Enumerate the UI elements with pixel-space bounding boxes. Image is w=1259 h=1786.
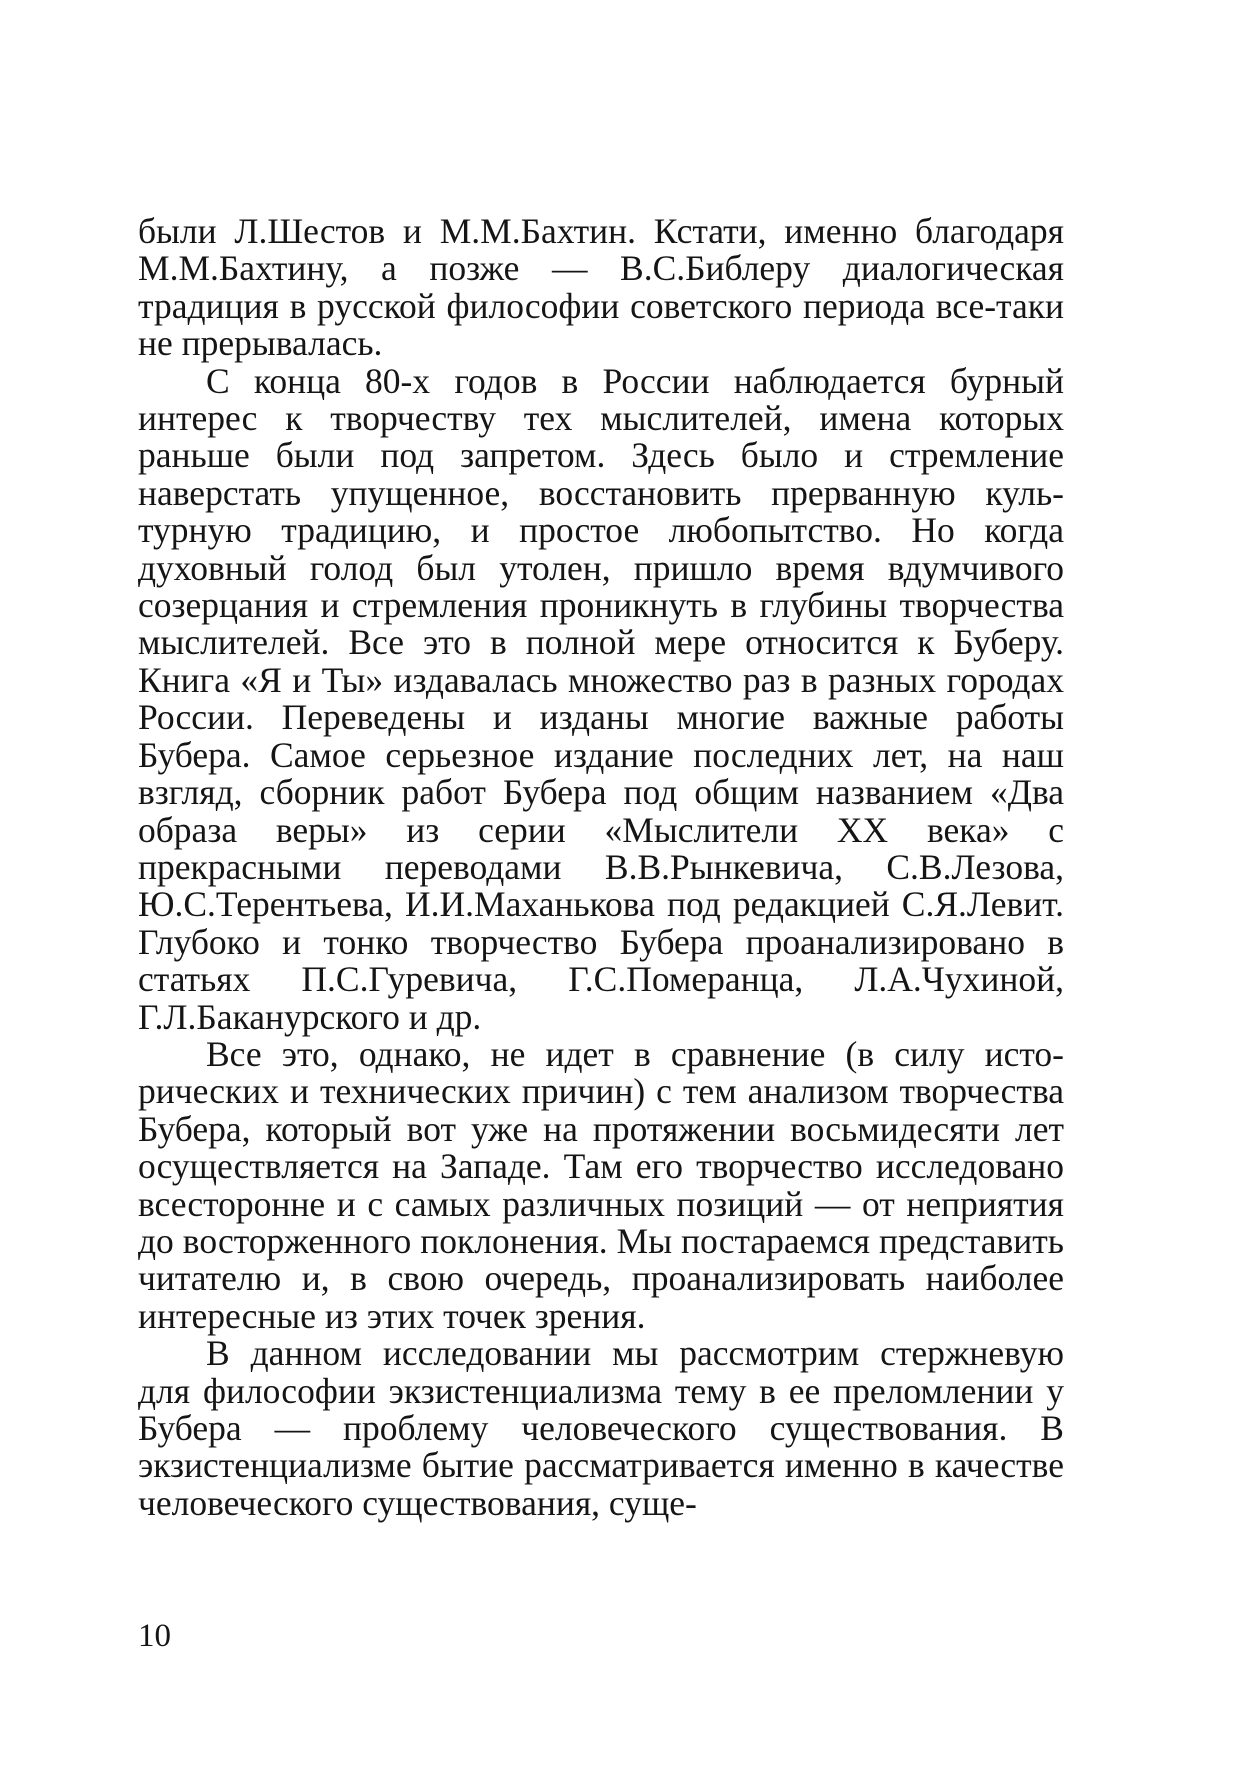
page-number: 10 bbox=[138, 1618, 171, 1654]
paragraph-4: В данном исследовании мы рассмотрим стержневую для философии экзистенциализма тему в ее преломлении у Бубера — проблему человеческого существования. В экзистенциализме бытие рассматривается именно в качестве человеческого существования, суще- bbox=[138, 1333, 1064, 1523]
paragraph-2: С конца 80-х годов в России наблюдается бурный интерес к творчеству тех мыслителей, имена которых раньше были под запретом. Здесь было и стремление наверстать упущенное, восстановить прерванную культурную традицию, и простое любопытство. Но когда духовный голод был утолен, пришло время вдумчивого созерцания и стремления проникнуть в глубины творчества мыслителей. Все это в полной мере относится к Буберу. Книга «Я и Ты» издавалась множество раз в разных городах России. Переведены и изданы многие важные работы Бубера. Самое серьезное издание последних лет, на наш взгляд, сборник работ Бубера под общим названием «Два образа веры» из серии «Мыслители XX века» с прекрасными переводами В.В.Рынкевича, С.В.Лезова, Ю.С.Терентьева, И.И.Маханькова под редакцией С.Я.Левит. Глубоко и тонко творчество Бубера проанализировано в статьях П.С.Гуревича, Г.С.Померанца, Л.А.Чухиной, Г.Л.Баканурского и др. bbox=[138, 360, 1064, 1037]
paragraph-1: были Л.Шестов и М.М.Бахтин. Кстати, именно благодаря М.М.Бахтину, а позже — В.С.Библеру диалогическая традиция в русской философии советского периода все-таки не прерывалась. bbox=[138, 211, 1064, 364]
body-text bbox=[138, 213, 1064, 1522]
paragraph-3: Все это, однако, не идет в сравнение (в силу исторических и технических причин) с тем анализом творчества Бубера, который вот уже на протяжении восьмидесяти лет осуществляется на Западе. Там его творчество исследовано всесторонне и с самых различных позиций — от неприятия до восторженного поклонения. Мы постараемся представить читателю и, в свою очередь, проанализировать наиболее интересные из этих точек зрения. bbox=[138, 1033, 1064, 1336]
